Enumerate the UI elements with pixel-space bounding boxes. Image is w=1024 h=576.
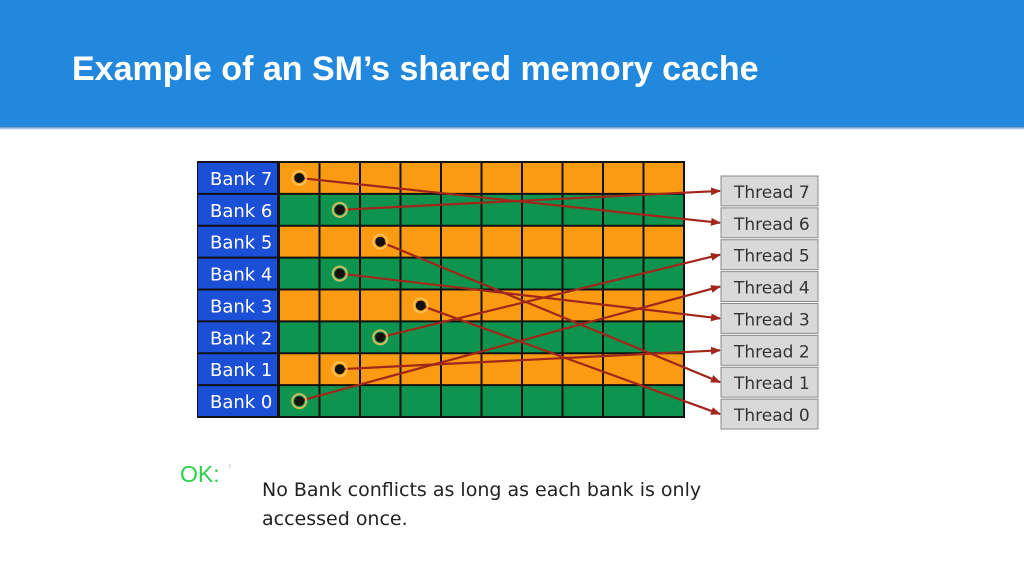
bank-cell <box>442 163 481 193</box>
bank-cell <box>321 322 360 352</box>
thread-label: Thread 6 <box>734 214 810 235</box>
thread-label: Thread 5 <box>734 246 810 267</box>
bank-cell <box>442 227 481 257</box>
bank-cell <box>523 259 562 289</box>
bank-cell <box>442 259 481 289</box>
bank-cell <box>604 386 643 416</box>
bank-cell <box>604 227 643 257</box>
bank-label: Bank 1 <box>210 360 273 382</box>
bank-cell <box>442 322 481 352</box>
bank-cell <box>483 386 522 416</box>
bank-label: Bank 3 <box>210 296 273 318</box>
bank-cell <box>321 291 360 321</box>
bank-label: Bank 7 <box>210 168 273 190</box>
access-dot <box>335 364 345 374</box>
bank-cell <box>645 259 684 289</box>
bank-cell <box>645 195 684 225</box>
bank-cell <box>442 386 481 416</box>
bank-label: Bank 4 <box>210 264 273 286</box>
bank-cell <box>645 386 684 416</box>
bank-cell <box>604 259 643 289</box>
access-dot <box>294 396 304 406</box>
ok-label: OK: <box>180 461 220 487</box>
thread-label: Thread 3 <box>734 310 810 331</box>
bank-cell <box>402 354 441 384</box>
bank-cell <box>280 322 319 352</box>
bank-cell <box>523 227 562 257</box>
access-dot <box>375 332 385 342</box>
bank-label: Bank 6 <box>210 200 273 222</box>
bank-cell <box>483 354 522 384</box>
access-dot <box>375 237 385 247</box>
bank-cell <box>483 163 522 193</box>
bank-cell <box>361 386 400 416</box>
bank-cell <box>280 291 319 321</box>
bank-cell <box>645 322 684 352</box>
bank-cell <box>604 195 643 225</box>
bank-cell <box>483 259 522 289</box>
bank-cell <box>280 195 319 225</box>
bank-cell <box>280 227 319 257</box>
bank-cell <box>280 259 319 289</box>
bank-cell <box>442 354 481 384</box>
bank-cell <box>402 195 441 225</box>
thread-label: Thread 4 <box>734 278 810 299</box>
bank-cell <box>645 163 684 193</box>
bank-cell <box>564 291 603 321</box>
access-dot <box>294 173 304 183</box>
thread-label: Thread 7 <box>734 182 810 203</box>
bank-cell <box>442 195 481 225</box>
bank-cell <box>483 322 522 352</box>
bank-cell <box>523 386 562 416</box>
access-dot <box>416 300 426 310</box>
bank-cell <box>564 227 603 257</box>
bank-cell <box>523 322 562 352</box>
bank-cell <box>361 259 400 289</box>
bank-cell <box>483 227 522 257</box>
thread-label: Thread 2 <box>734 342 810 363</box>
bank-cell <box>564 386 603 416</box>
bank-cell <box>564 163 603 193</box>
bank-cell <box>321 227 360 257</box>
bank-cell <box>604 163 643 193</box>
bank-cell <box>361 195 400 225</box>
bank-cell <box>361 291 400 321</box>
access-dot <box>335 205 345 215</box>
thread-label: Thread 1 <box>734 374 810 395</box>
access-dot <box>335 269 345 279</box>
bank-label: Bank 0 <box>210 392 273 414</box>
bank-cell <box>280 354 319 384</box>
bank-label: Bank 2 <box>210 328 273 350</box>
note-text: No Bank conflicts as long as each bank is only accessed once. <box>262 479 702 530</box>
thread-label: Thread 0 <box>734 406 810 427</box>
bank-cell <box>402 386 441 416</box>
bank-label: Bank 5 <box>210 232 273 254</box>
bank-cell <box>645 227 684 257</box>
bank-cell <box>523 163 562 193</box>
page-title: Example of an SM’s shared memory cache <box>72 50 759 88</box>
bank-cell <box>321 163 360 193</box>
ok-separator: ' <box>228 461 232 483</box>
